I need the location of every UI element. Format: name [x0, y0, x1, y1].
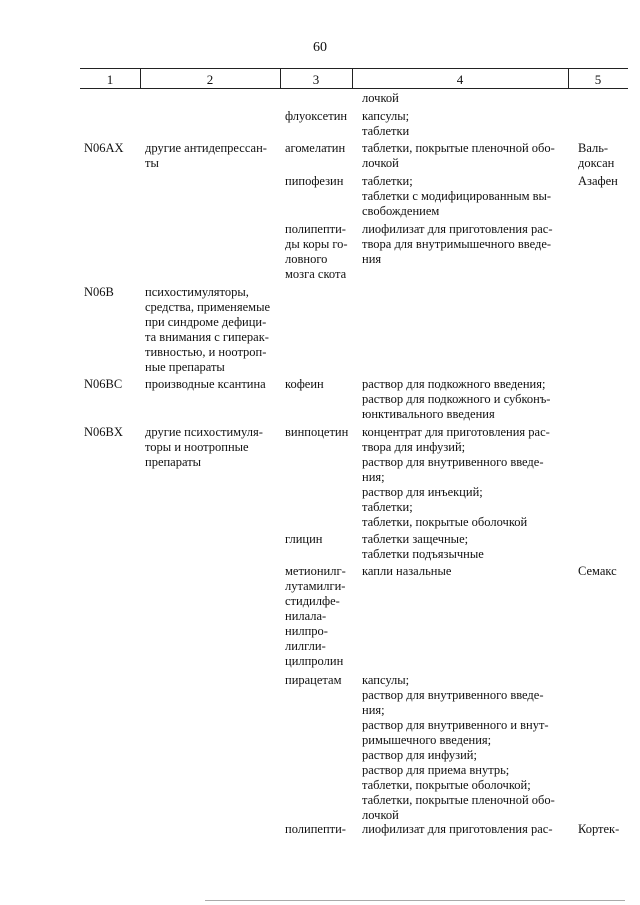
row-group: другие антидепрессан- ты	[145, 141, 267, 170]
row-drug: винпоцетин	[285, 425, 349, 439]
row-brand: Кортек-	[578, 822, 620, 836]
row-drug: полипепти-	[285, 822, 346, 836]
header-col-5: 5	[594, 72, 602, 87]
table-top-rule	[80, 68, 628, 69]
row-code: N06B	[84, 285, 114, 299]
row-drug: пипофезин	[285, 174, 344, 188]
row-drug: агомелатин	[285, 141, 346, 155]
row-form: таблетки, покрытые пленочной обо- лочкой	[362, 141, 555, 170]
row-drug: полипепти- ды коры го- ловного мозга скота	[285, 222, 348, 281]
header-col-3: 3	[312, 72, 320, 87]
row-group: производные ксантина	[145, 377, 266, 391]
row-form: лиофилизат для приготовления рас- твора для внутримышечного введе- ния	[362, 222, 553, 266]
header-col-4: 4	[456, 72, 464, 87]
row-drug: метионилг- лутамилги- стидилфе- нилала- нилпро- лилгли- цилпролин	[285, 564, 346, 668]
row-form: таблетки; таблетки с модифицированным вы- свобождением	[362, 174, 552, 218]
row-drug: глицин	[285, 532, 323, 546]
table-header-rule	[80, 88, 628, 89]
row-brand: Семакс	[578, 564, 617, 578]
header-col-2: 2	[206, 72, 214, 87]
row-group: психостимуляторы, средства, применяемые при синдроме дефици- та внимания с гиперак- тивностью, и ноотроп- ные препараты	[145, 285, 271, 374]
row-drug: кофеин	[285, 377, 324, 391]
row-form: капсулы; таблетки	[362, 109, 410, 138]
row-code: N06BX	[84, 425, 123, 439]
row-form: капли назальные	[362, 564, 452, 578]
page-number: 60	[313, 40, 327, 55]
row-form: концентрат для приготовления рас- твора для инфузий; раствор для внутривенного введе- ния; раствор для инъекций; таблетки; таблетки, покрытые оболочкой	[362, 425, 550, 529]
row-brand: Валь- доксан	[578, 141, 615, 170]
row-brand: Азафен	[578, 174, 618, 188]
row-form: таблетки защечные; таблетки подъязычные	[362, 532, 484, 561]
row-drug: флуоксетин	[285, 109, 348, 123]
header-col-1: 1	[106, 72, 114, 87]
page-bottom-edge	[205, 900, 625, 901]
row-form: капсулы; раствор для внутривенного введе- ния; раствор для внутривенного и внут- римышечного введения; раствор для инфузий; раствор для приема внутрь; таблетки, покрытые оболочкой; таблетки, покрытые пленочной обо- лочкой	[362, 673, 555, 822]
row-drug: пирацетам	[285, 673, 342, 687]
row-group: другие психостимуля- торы и ноотропные препараты	[145, 425, 263, 469]
row-code: N06AX	[84, 141, 124, 155]
row-form: лиофилизат для приготовления рас-	[362, 822, 553, 836]
row-form: раствор для подкожного введения; раствор для подкожного и субконъ- юнктивального введения	[362, 377, 551, 421]
row-form: лочкой	[362, 91, 399, 105]
row-code: N06BC	[84, 377, 123, 391]
